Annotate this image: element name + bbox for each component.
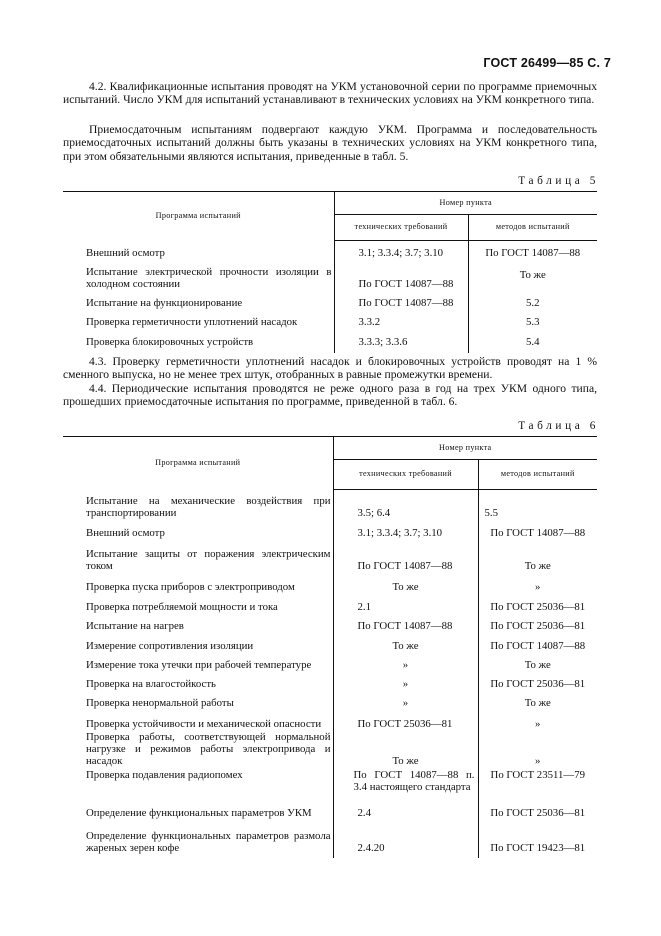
table-row: [63, 291, 597, 310]
cell-name: Внешний осмотр: [86, 247, 165, 260]
cell-methods: По ГОСТ 14087—88: [468, 241, 597, 260]
cell-tech: По ГОСТ 14087—88: [334, 260, 468, 291]
cell-name: Испытание электрической прочности изоляции в холодном состоянии: [86, 266, 332, 291]
cell-tech: »: [333, 653, 478, 672]
th-tech: технических требований: [333, 460, 478, 490]
table6-caption: Таблица 6: [518, 420, 599, 432]
cell-tech: По ГОСТ 14087—88: [334, 291, 468, 310]
cell-name: Проверка блокировочных устройств: [86, 336, 254, 349]
cell-tech: 2.4.20: [333, 826, 478, 858]
cell-tech: По ГОСТ 14087—88: [333, 614, 478, 633]
cell-methods: »: [478, 731, 597, 768]
table-row: [63, 241, 597, 260]
cell-tech: 3.3.3; 3.3.6: [334, 329, 468, 353]
cell-methods: »: [478, 710, 597, 731]
table-row: [63, 653, 597, 672]
cell-methods: По ГОСТ 19423—81: [478, 826, 597, 858]
th-methods: методов испытаний: [478, 460, 597, 490]
table-row: [63, 710, 597, 731]
table-row: [63, 672, 597, 691]
cell-methods: По ГОСТ 25036—81: [478, 594, 597, 614]
cell-methods: По ГОСТ 25036—81: [478, 800, 597, 826]
cell-name: Измерение тока утечки при рабочей температуре: [86, 659, 312, 672]
page-header: ГОСТ 26499—85 С. 7: [483, 56, 611, 70]
cell-name: Измерение сопротивления изоляции: [86, 640, 254, 653]
table-row: [63, 594, 597, 614]
table5-caption: Таблица 5: [518, 175, 599, 187]
th-number: Номер пункта: [334, 192, 597, 215]
cell-name: Проверка ненормальной работы: [86, 697, 234, 710]
table-row: [63, 731, 597, 768]
paragraph-text: Приемосдаточным испытаниям подвергают каждую УКМ. Программа и последовательность приемосдаточных испытаний должны быть указаны в технических условиях на УКМ конкретного типа, при этом обязательными являются испытания, приведенные в табл. 5.: [63, 123, 597, 163]
cell-methods: По ГОСТ 25036—81: [478, 614, 597, 633]
table-row: [63, 767, 597, 800]
cell-name: Проверка работы, соответствующей нормальной нагрузке и режимов работы электропривода и насадок: [86, 730, 331, 767]
table-row: [63, 800, 597, 826]
cell-name: Определение функциональных параметров УКМ: [86, 807, 312, 819]
table-row: [63, 310, 597, 329]
cell-methods: По ГОСТ 25036—81: [478, 672, 597, 691]
table-row: [63, 520, 597, 540]
cell-methods: То же: [478, 540, 597, 573]
cell-tech: 2.4: [333, 800, 478, 826]
table-row: [63, 540, 597, 573]
cell-tech: По ГОСТ 14087—88: [333, 540, 478, 573]
table-row: [63, 329, 597, 353]
cell-methods: То же: [478, 691, 597, 710]
cell-tech: То же: [333, 633, 478, 653]
table-row: [63, 691, 597, 710]
cell-name: Испытание на функционирование: [86, 297, 243, 310]
cell-name: Испытание на механические воздействия при транспортировании: [86, 495, 331, 520]
cell-methods: 5.5: [478, 490, 597, 520]
paragraph-4-2: [63, 80, 597, 107]
cell-methods: По ГОСТ 14087—88: [478, 520, 597, 540]
paragraph-4-3: [63, 355, 597, 382]
cell-methods: По ГОСТ 14087—88: [478, 633, 597, 653]
th-methods: методов испытаний: [468, 215, 597, 241]
cell-tech: »: [333, 672, 478, 691]
paragraph-acceptance: [63, 123, 597, 163]
th-program: Программа испытаний: [63, 192, 334, 241]
cell-tech: По ГОСТ 25036—81: [333, 710, 478, 731]
cell-tech: То же: [333, 731, 478, 768]
cell-tech: По ГОСТ 14087—88 п. 3.4 настоящего стандарта: [333, 767, 478, 800]
cell-methods: 5.4: [468, 329, 597, 353]
cell-name: Проверка герметичности уплотнений насадок: [86, 316, 298, 329]
cell-name: Внешний осмотр: [86, 527, 165, 540]
cell-name: Проверка потребляемой мощности и тока: [86, 601, 278, 614]
cell-methods: То же: [478, 653, 597, 672]
paragraph-4-4: [63, 382, 597, 409]
table-row: [63, 633, 597, 653]
cell-name: Проверка подавления радиопомех: [86, 769, 243, 782]
cell-name: Проверка пуска приборов с электроприводом: [86, 581, 295, 594]
cell-methods: То же: [468, 260, 597, 291]
cell-name: Испытание защиты от поражения электрическим током: [86, 548, 331, 573]
paragraph-text: 4.4. Периодические испытания проводятся не реже одного раза в год на трех УКМ одного типа, прошедших приемосдаточные испытания по программе, приведенной в табл. 6.: [63, 382, 597, 409]
table-row: [63, 260, 597, 291]
cell-methods: По ГОСТ 23511—79: [478, 767, 597, 800]
table-row: [63, 614, 597, 633]
cell-name: Проверка на влагостойкость: [86, 678, 216, 691]
table-row: [63, 826, 597, 858]
cell-name: Определение функциональных параметров размола жареных зерен кофе: [86, 829, 331, 854]
cell-methods: 5.2: [468, 291, 597, 310]
paragraph-text: 4.2. Квалификационные испытания проводят на УКМ установочной серии по программе приемочных испытаний. Число УКМ для испытаний устанавливают в технических условиях на УКМ конкретного типа.: [63, 80, 597, 107]
table-row: [63, 490, 597, 520]
cell-name: Испытание на нагрев: [86, 620, 184, 633]
cell-name: Проверка устойчивости и механической опасности: [86, 718, 322, 731]
cell-tech: 3.1; 3.3.4; 3.7; 3.10: [334, 241, 468, 260]
cell-tech: 3.1; 3.3.4; 3.7; 3.10: [333, 520, 478, 540]
cell-tech: 3.5; 6.4: [333, 490, 478, 520]
table-5: [63, 191, 597, 353]
th-program: Программа испытаний: [63, 437, 333, 490]
paragraph-text: 4.3. Проверку герметичности уплотнений насадок и блокировочных устройств проводят на 1 % сменного выпуска, но не менее трех штук, отобранных в равные промежутки времени.: [63, 355, 597, 382]
th-number: Номер пункта: [333, 437, 597, 460]
cell-methods: »: [478, 573, 597, 594]
cell-tech: »: [333, 691, 478, 710]
cell-tech: То же: [333, 573, 478, 594]
table-row: [63, 573, 597, 594]
th-tech: технических требований: [334, 215, 468, 241]
cell-methods: 5.3: [468, 310, 597, 329]
cell-tech: 3.3.2: [334, 310, 468, 329]
table-6: [63, 436, 597, 858]
cell-tech: 2.1: [333, 594, 478, 614]
